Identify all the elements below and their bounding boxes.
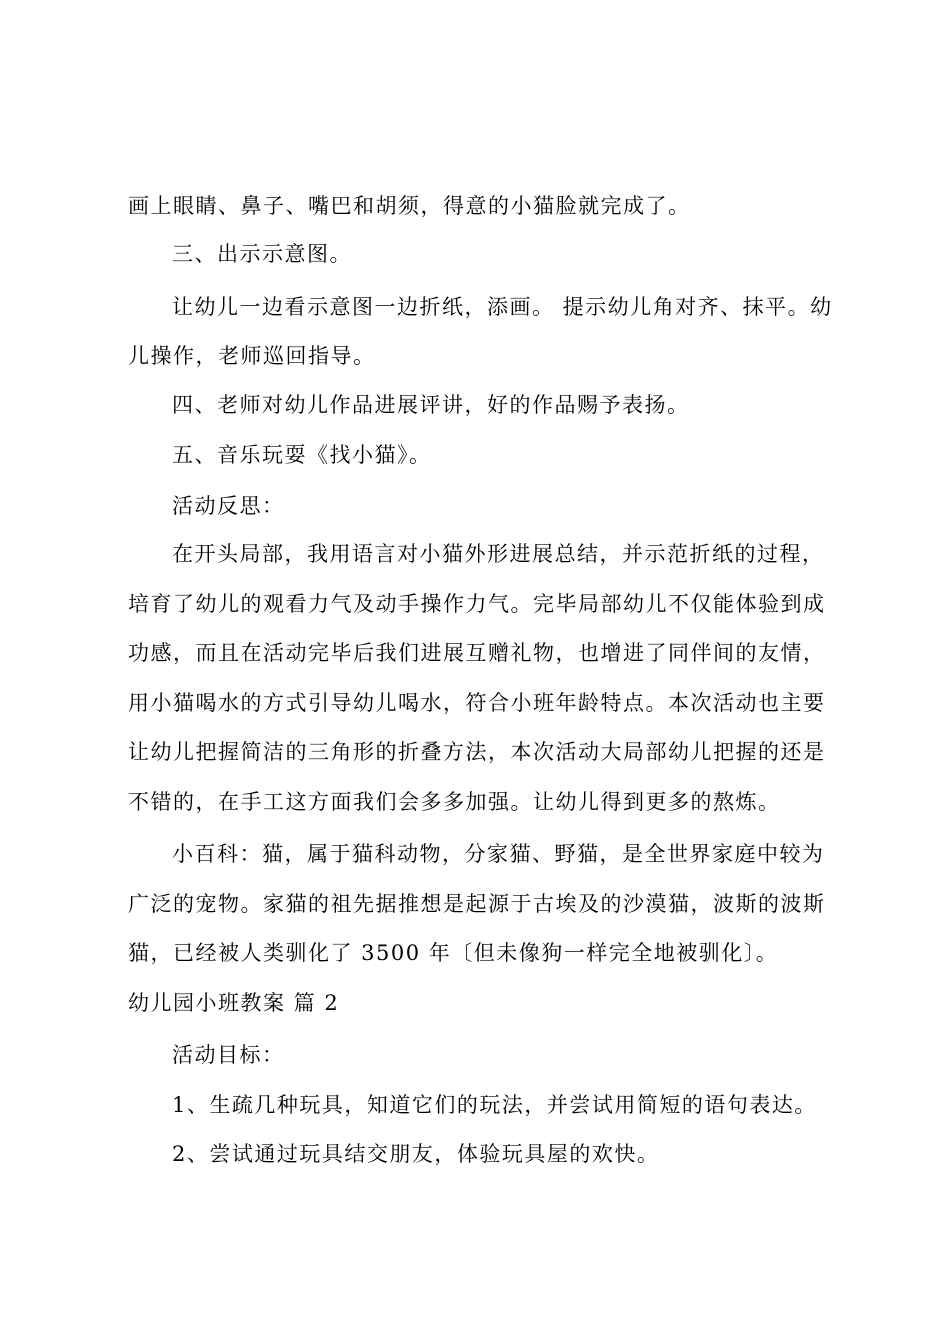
- paragraph-line: 广泛的宠物。家猫的祖先据推想是起源于古埃及的沙漠猫，波斯的波斯: [128, 892, 826, 916]
- paragraph-line: 画上眼睛、鼻子、嘴巴和胡须，得意的小猫脸就完成了。: [128, 194, 691, 218]
- paragraph-line: 功感，而且在活动完毕后我们进展互赠礼物，也增进了同伴间的友情，: [128, 641, 826, 665]
- list-item: 2、尝试通过玩具结交朋友，体验玩具屋的欢快。: [172, 1142, 660, 1166]
- paragraph-line: 猫，已经被人类驯化了 3500 年〔但未像狗一样完全地被驯化〕。: [128, 941, 779, 965]
- paragraph-line: 培育了幼儿的观看力气及动手操作力气。完毕局部幼儿不仅能体验到成: [128, 592, 826, 616]
- section-heading: 活动目标：: [172, 1043, 285, 1067]
- paragraph-line: 在开头局部，我用语言对小猫外形进展总结，并示范折纸的过程，: [172, 542, 825, 566]
- paragraph-line: 小百科：猫，属于猫科动物，分家猫、野猫，是全世界家庭中较为: [172, 842, 825, 866]
- section-heading: 活动反思：: [172, 494, 285, 518]
- paragraph-line: 让幼儿一边看示意图一边折纸，添画。 提示幼儿角对齐、抹平。幼: [172, 295, 833, 319]
- list-item: 1、生疏几种玩具，知道它们的玩法，并尝试用简短的语句表达。: [172, 1093, 817, 1117]
- paragraph-line: 让幼儿把握简洁的三角形的折叠方法，本次活动大局部幼儿把握的还是: [128, 740, 826, 764]
- section-heading: 五、音乐玩耍《找小猫》。: [172, 443, 432, 467]
- paragraph-line: 不错的，在手工这方面我们会多多加强。让幼儿得到更多的熬炼。: [128, 790, 781, 814]
- lesson-title: 幼儿园小班教案 篇 2: [128, 991, 340, 1015]
- paragraph-line: 用小猫喝水的方式引导幼儿喝水，符合小班年龄特点。本次活动也主要: [128, 691, 826, 715]
- paragraph-line: 儿操作，老师巡回指导。: [128, 344, 376, 368]
- section-heading: 四、老师对幼儿作品进展评讲，好的作品赐予表扬。: [172, 393, 690, 417]
- section-heading: 三、出示示意图。: [172, 242, 352, 266]
